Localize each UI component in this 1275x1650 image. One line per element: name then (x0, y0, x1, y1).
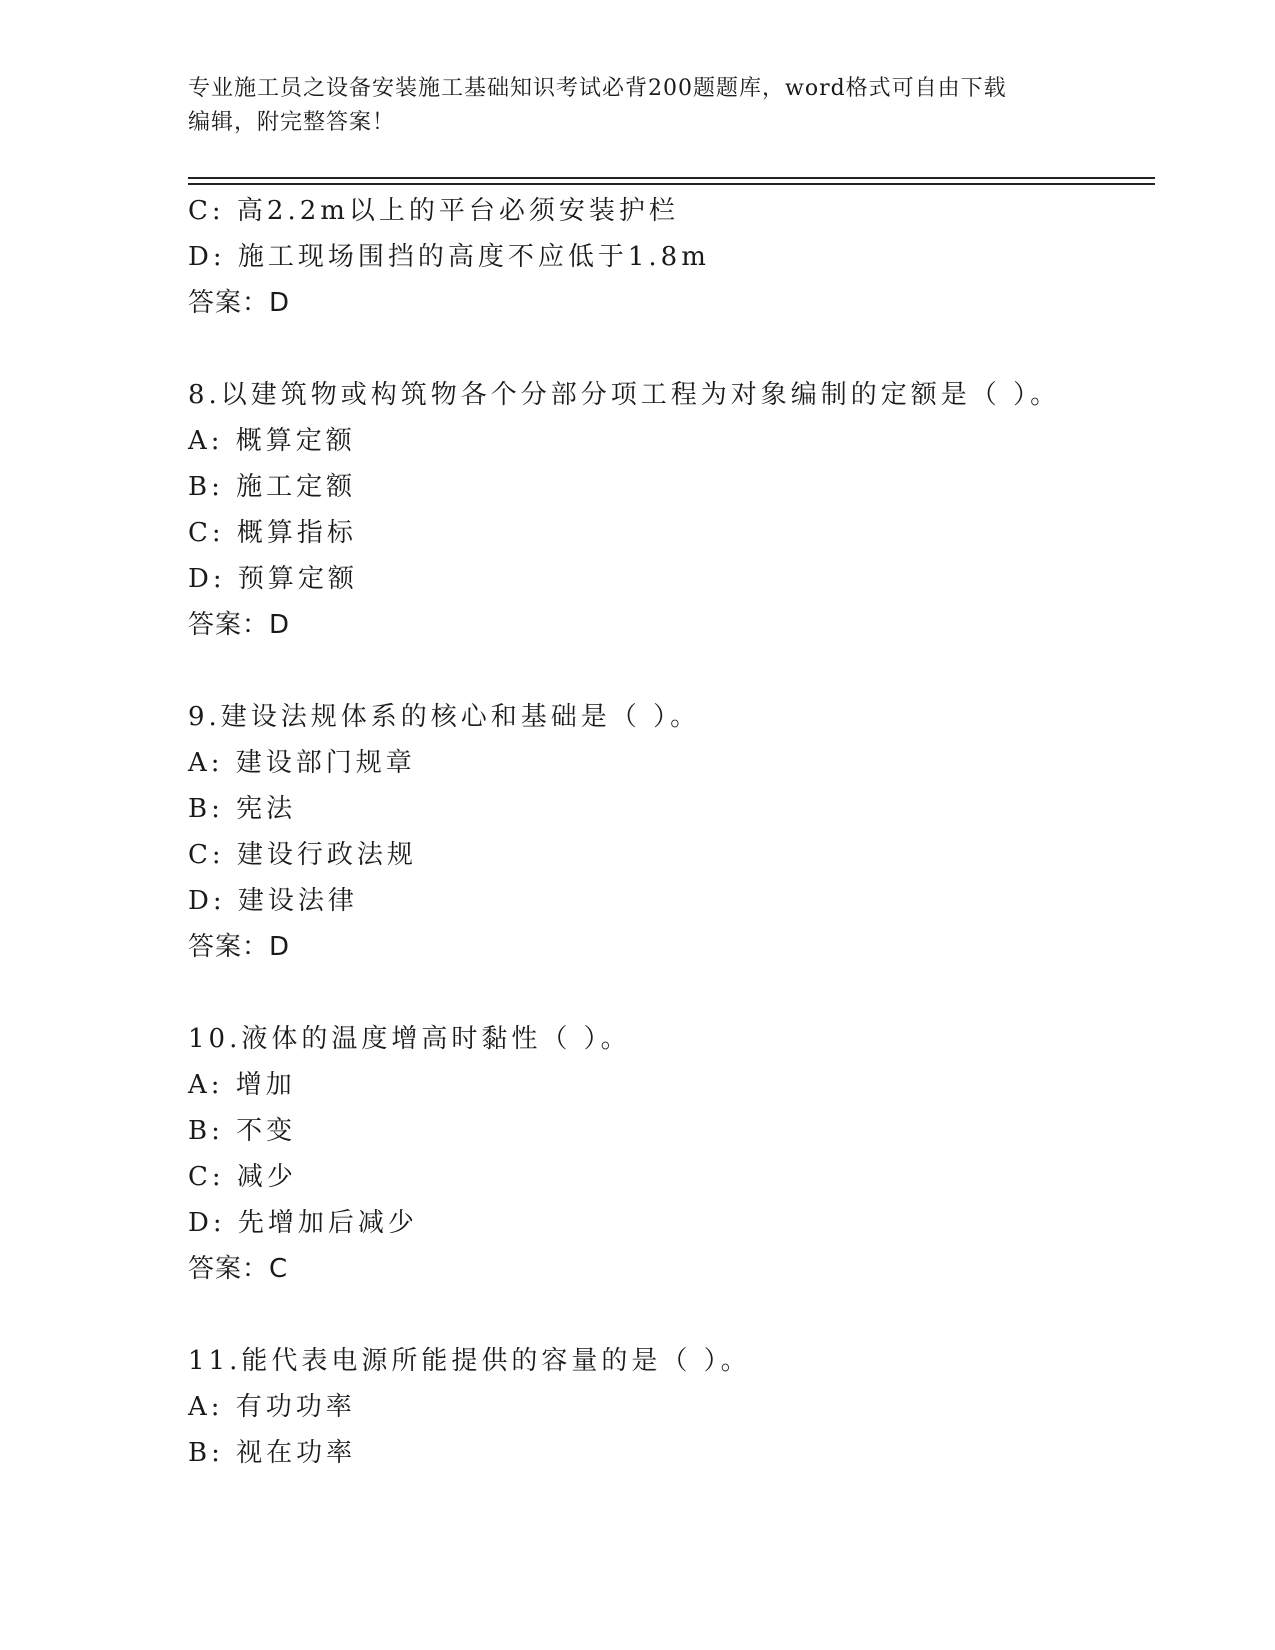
header-divider-bottom (188, 183, 1155, 185)
question-9 (188, 694, 1148, 970)
question-7-tail (188, 188, 1148, 326)
option-b: B: 不变 (188, 1116, 297, 1146)
header-line-1: 专业施工员之设备安装施工基础知识考试必背200题题库，word格式可自由下载 (188, 76, 1007, 101)
question-8 (188, 372, 1148, 648)
option-b: B: 施工定额 (188, 472, 357, 502)
option-a: A: 建设部门规章 (188, 748, 416, 778)
answer: 答案：D (188, 610, 291, 640)
option-b: B: 视在功率 (188, 1438, 357, 1468)
option-b: B: 宪法 (188, 794, 297, 824)
answer: 答案：C (188, 1254, 289, 1284)
question-10 (188, 1016, 1148, 1292)
option-d: D: 先增加后减少 (188, 1208, 418, 1238)
option-a: A: 有功功率 (188, 1392, 356, 1422)
option-d: D: 预算定额 (188, 564, 358, 594)
answer: 答案：D (188, 932, 291, 962)
option-a: A: 增加 (188, 1070, 296, 1100)
option-c: C: 高2.2m以上的平台必须安装护栏 (188, 196, 679, 226)
option-a: A: 概算定额 (188, 426, 356, 456)
option-d: D: 施工现场围挡的高度不应低于1.8m (188, 242, 710, 272)
question-stem: 9.建设法规体系的核心和基础是（ ）。 (188, 702, 701, 732)
question-stem: 10.液体的温度增高时黏性（ ）。 (188, 1024, 631, 1054)
question-11 (188, 1338, 1148, 1476)
header-line-2: 编辑，附完整答案！ (188, 110, 396, 135)
question-stem: 8.以建筑物或构筑物各个分部分项工程为对象编制的定额是（ ）。 (188, 380, 1061, 410)
question-list (188, 188, 1148, 1476)
spacer (188, 326, 1148, 372)
option-c: C: 建设行政法规 (188, 840, 417, 870)
option-c: C: 减少 (188, 1162, 297, 1192)
header-divider-top (188, 177, 1155, 179)
spacer (188, 648, 1148, 694)
question-stem: 11.能代表电源所能提供的容量的是（ ）。 (188, 1346, 751, 1376)
option-c: C: 概算指标 (188, 518, 357, 548)
answer: 答案：D (188, 288, 291, 318)
option-d: D: 建设法律 (188, 886, 358, 916)
spacer (188, 1292, 1148, 1338)
spacer (188, 970, 1148, 1016)
document-header (188, 72, 1068, 140)
